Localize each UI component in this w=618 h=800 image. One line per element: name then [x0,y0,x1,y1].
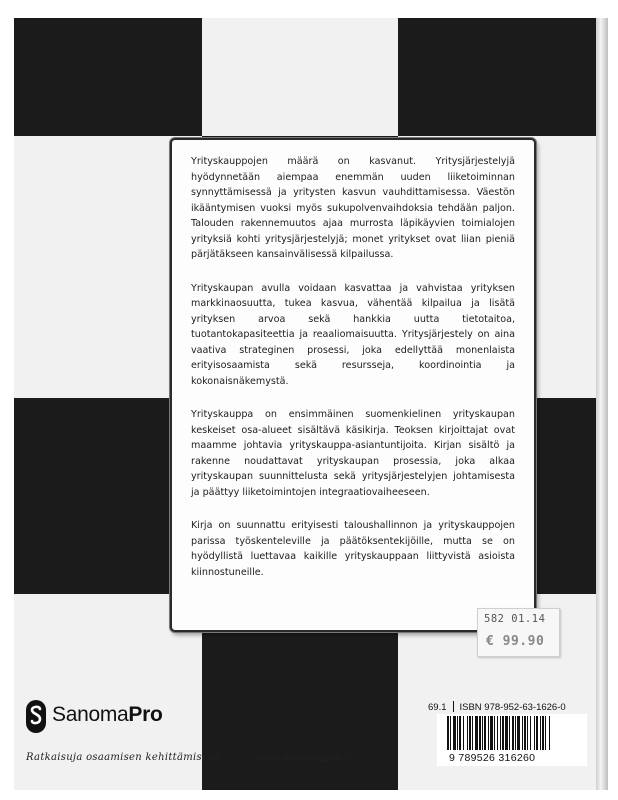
sticker-date: 582 01.14 [484,613,546,625]
barcode-bar [536,716,538,750]
isbn-separator [453,701,454,712]
description-paragraph-1: Yrityskauppojen määrä on kasvanut. Yritysjärjestelyjä hyödynnetään aiempaa enemmän uuden liiketoiminnan synnyttämisessä ja yritysten kasvun vauhdittamisessa. Väestön ikääntymisen vuoksi myös sukupolvenvaihdoksia tehdään paljon. Talouden rakennemuutos ajaa murrosta läpikäyvien toimialojen yrityksiä kohti yritysjärjestelyjä; monet yritykset ovat liian pieniä pärjätäkseen kansainvälisessä kilpailussa. [191,156,515,260]
price-sticker [477,608,560,657]
barcode-bar [524,716,526,750]
publisher-name [52,703,163,727]
checker-square [14,18,202,136]
barcode-bar [497,716,498,750]
barcode-bar [459,716,461,750]
isbn-text: ISBN 978-952-63-1626-0 [459,702,566,713]
publisher-tagline: Ratkaisuja osaamisen kehittämiseen [26,752,222,763]
barcode-bar [457,716,458,750]
barcode-bar [475,716,478,750]
barcode-bar [472,716,473,750]
publisher-name-bold: Pro [128,703,163,726]
barcode-bar [488,716,489,750]
barcode-bar [527,716,528,750]
barcode-bar [517,716,520,750]
barcode-bar [469,716,471,750]
barcode-bar [494,716,495,750]
barcode-bar [490,716,493,750]
barcode-bar [500,716,501,750]
barcode-bar [522,716,523,750]
barcode-bar [502,716,504,750]
book-spine-edge [596,18,608,790]
description-panel [170,138,536,632]
barcode-bar [530,716,531,750]
sanoma-logo-icon [26,700,46,733]
barcode-bar [515,716,516,750]
barcode-bar [447,716,449,750]
barcode-icon [445,716,579,752]
barcode-bar [540,716,541,750]
barcode-number: 9 789526 316260 [449,752,536,764]
class-number: 69.1 [428,702,447,713]
barcode-bar [484,716,486,750]
checker-square [398,18,596,136]
barcode-bar [482,716,483,750]
barcode-bar [542,716,544,750]
description-paragraph-3: Yrityskauppa on ensimmäinen suomenkielinen yrityskaupan keskeiset osa-alueet sisältävä käsikirja. Teoksen kirjoittajat ovat maamme johtavia yrityskauppa-asiantuntijoita. Kirjan sisältö ja rakenne noudattavat yrityskaupan prosessia, joka alkaa yrityskaupan suunnittelusta sekä yritysjärjestelyjen johtamisesta ja päättyy liiketoimintojen integraatiovaiheeseen. [191,409,515,498]
barcode-bar [505,716,508,750]
barcode-bar [545,716,546,750]
isbn-row [428,701,566,713]
barcode-bar [453,716,456,750]
description-paragraph-4: Kirja on suunnattu erityisesti taloushallinnon ja yrityskauppojen parissa työskenteleville ja päätöksentekijöille, mutta se on hyödyllistä luettavaa kaikille yrityskauppaan liittyvistä asioista kiinnostuneille. [191,520,515,578]
barcode-bar [450,716,451,750]
barcode-bar [549,716,550,750]
barcode-bar [512,716,514,750]
publisher-name-regular: Sanoma [52,703,129,726]
barcode-bar [534,716,535,750]
barcode-bar [479,716,481,750]
barcode-area [437,714,587,766]
barcode-bar [463,716,464,750]
barcode-bar [509,716,510,750]
barcode-bar [467,716,468,750]
publisher-website: www.sanomapro.fi [255,753,353,764]
description-paragraph-2: Yrityskaupan avulla voidaan kasvattaa ja vahvistaa yrityksen markkinaosuutta, tukea kasvua, vähentää kilpailua ja lisätä yrityksen arvoa sekä hankkia uutta tietotaitoa, tuotantokapasiteettia ja reaaliomaisuutta. Yritysjärjestely on aina vaativa strateginen prosessi, joka edellyttää monenlaista erityisosaamista sekä resursseja, koordinointia ja kokonaisnäkemystä. [191,282,515,387]
sticker-price: € 99.90 [486,634,545,649]
